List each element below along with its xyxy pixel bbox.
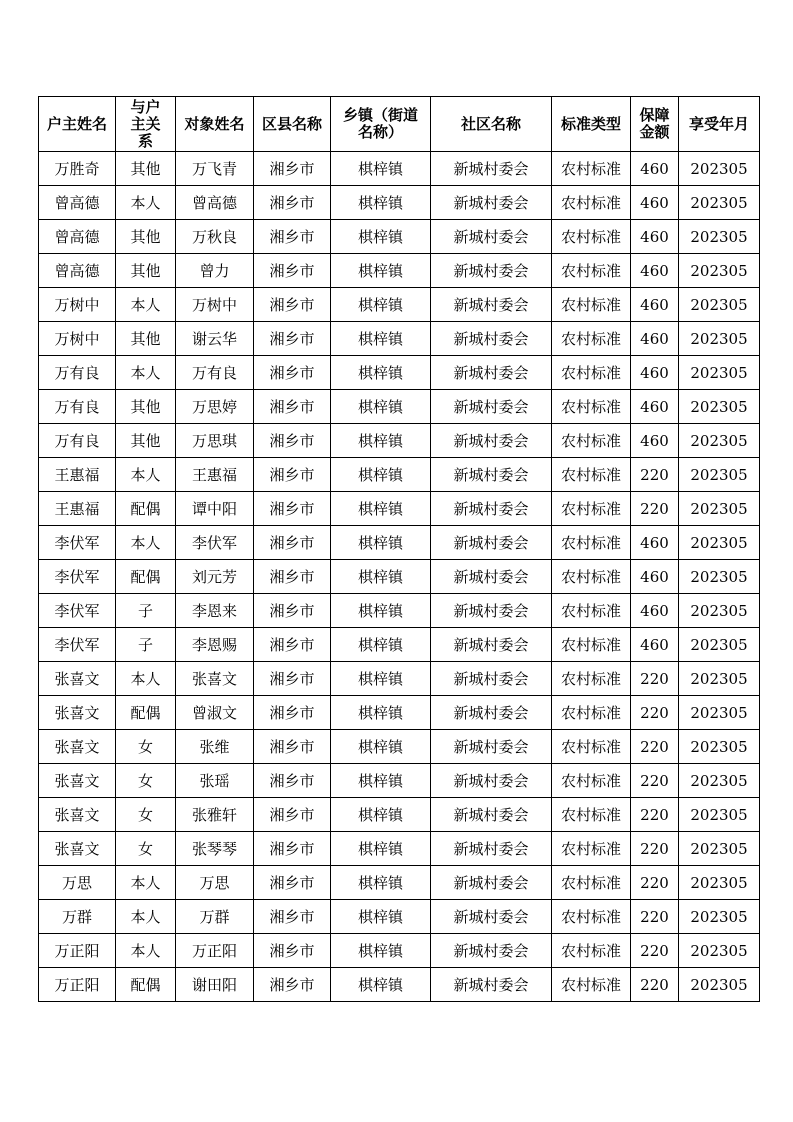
cell-township: 棋梓镇 [331,662,431,696]
table-row [39,288,760,322]
cell-township: 棋梓镇 [331,866,431,900]
cell-community: 新城村委会 [431,594,552,628]
cell-county: 湘乡市 [254,628,331,662]
cell-period: 202305 [679,764,760,798]
cell-relationship: 本人 [116,356,176,390]
cell-county: 湘乡市 [254,662,331,696]
header-community: 社区名称 [431,97,552,152]
cell-recipient-name: 万秋良 [176,220,254,254]
cell-community: 新城村委会 [431,628,552,662]
cell-community: 新城村委会 [431,492,552,526]
cell-standard-type: 农村标准 [552,730,631,764]
cell-county: 湘乡市 [254,594,331,628]
cell-community: 新城村委会 [431,662,552,696]
cell-township: 棋梓镇 [331,764,431,798]
cell-county: 湘乡市 [254,152,331,186]
cell-township: 棋梓镇 [331,526,431,560]
cell-community: 新城村委会 [431,390,552,424]
cell-relationship: 其他 [116,424,176,458]
table-row [39,356,760,390]
cell-standard-type: 农村标准 [552,696,631,730]
cell-township: 棋梓镇 [331,254,431,288]
cell-amount: 460 [631,424,679,458]
cell-household-head: 万思 [39,866,116,900]
cell-county: 湘乡市 [254,390,331,424]
cell-recipient-name: 曾淑文 [176,696,254,730]
header-relationship: 与户主关系 [116,97,176,152]
cell-recipient-name: 张喜文 [176,662,254,696]
header-row [39,97,760,152]
header-period: 享受年月 [679,97,760,152]
cell-community: 新城村委会 [431,254,552,288]
cell-recipient-name: 曾力 [176,254,254,288]
cell-relationship: 本人 [116,458,176,492]
cell-household-head: 万正阳 [39,934,116,968]
cell-county: 湘乡市 [254,356,331,390]
table-row [39,322,760,356]
cell-standard-type: 农村标准 [552,526,631,560]
cell-period: 202305 [679,322,760,356]
table-row [39,832,760,866]
table-row [39,424,760,458]
cell-period: 202305 [679,934,760,968]
cell-household-head: 李伏军 [39,560,116,594]
table-row [39,628,760,662]
cell-amount: 460 [631,628,679,662]
cell-community: 新城村委会 [431,526,552,560]
cell-recipient-name: 曾高德 [176,186,254,220]
cell-community: 新城村委会 [431,458,552,492]
cell-county: 湘乡市 [254,968,331,1002]
cell-amount: 220 [631,764,679,798]
cell-amount: 220 [631,900,679,934]
cell-county: 湘乡市 [254,186,331,220]
cell-recipient-name: 张维 [176,730,254,764]
cell-period: 202305 [679,560,760,594]
cell-period: 202305 [679,288,760,322]
cell-household-head: 李伏军 [39,594,116,628]
cell-township: 棋梓镇 [331,356,431,390]
cell-county: 湘乡市 [254,696,331,730]
cell-township: 棋梓镇 [331,152,431,186]
cell-recipient-name: 刘元芳 [176,560,254,594]
cell-relationship: 配偶 [116,968,176,1002]
cell-period: 202305 [679,662,760,696]
cell-township: 棋梓镇 [331,594,431,628]
cell-amount: 460 [631,526,679,560]
cell-relationship: 配偶 [116,560,176,594]
cell-standard-type: 农村标准 [552,798,631,832]
cell-amount: 460 [631,390,679,424]
table-row [39,900,760,934]
cell-recipient-name: 谢田阳 [176,968,254,1002]
cell-relationship: 本人 [116,288,176,322]
cell-household-head: 万有良 [39,424,116,458]
cell-township: 棋梓镇 [331,934,431,968]
header-standard-type: 标准类型 [552,97,631,152]
cell-recipient-name: 万思婷 [176,390,254,424]
cell-township: 棋梓镇 [331,186,431,220]
cell-period: 202305 [679,526,760,560]
cell-township: 棋梓镇 [331,220,431,254]
cell-amount: 220 [631,492,679,526]
cell-household-head: 万胜奇 [39,152,116,186]
cell-township: 棋梓镇 [331,696,431,730]
cell-county: 湘乡市 [254,866,331,900]
cell-period: 202305 [679,424,760,458]
cell-county: 湘乡市 [254,764,331,798]
cell-standard-type: 农村标准 [552,628,631,662]
cell-township: 棋梓镇 [331,730,431,764]
cell-relationship: 本人 [116,526,176,560]
cell-recipient-name: 万有良 [176,356,254,390]
cell-recipient-name: 李伏军 [176,526,254,560]
table-row [39,526,760,560]
cell-county: 湘乡市 [254,798,331,832]
cell-county: 湘乡市 [254,220,331,254]
cell-recipient-name: 万思 [176,866,254,900]
table-row [39,220,760,254]
table-row [39,764,760,798]
cell-township: 棋梓镇 [331,798,431,832]
cell-household-head: 李伏军 [39,526,116,560]
cell-county: 湘乡市 [254,322,331,356]
cell-household-head: 张喜文 [39,662,116,696]
cell-amount: 220 [631,662,679,696]
cell-household-head: 万有良 [39,390,116,424]
cell-recipient-name: 谢云华 [176,322,254,356]
cell-township: 棋梓镇 [331,458,431,492]
cell-county: 湘乡市 [254,900,331,934]
cell-community: 新城村委会 [431,560,552,594]
cell-period: 202305 [679,254,760,288]
cell-amount: 460 [631,254,679,288]
table-row [39,696,760,730]
cell-amount: 220 [631,696,679,730]
cell-period: 202305 [679,866,760,900]
table-row [39,730,760,764]
cell-recipient-name: 李恩赐 [176,628,254,662]
cell-relationship: 女 [116,832,176,866]
cell-community: 新城村委会 [431,424,552,458]
cell-county: 湘乡市 [254,934,331,968]
cell-household-head: 曾高德 [39,220,116,254]
cell-county: 湘乡市 [254,458,331,492]
cell-recipient-name: 王惠福 [176,458,254,492]
cell-community: 新城村委会 [431,322,552,356]
table-row [39,186,760,220]
cell-standard-type: 农村标准 [552,764,631,798]
cell-household-head: 张喜文 [39,696,116,730]
cell-household-head: 万正阳 [39,968,116,1002]
cell-county: 湘乡市 [254,424,331,458]
cell-recipient-name: 张雅轩 [176,798,254,832]
cell-household-head: 张喜文 [39,764,116,798]
cell-relationship: 其他 [116,390,176,424]
cell-amount: 220 [631,934,679,968]
cell-household-head: 张喜文 [39,730,116,764]
cell-period: 202305 [679,152,760,186]
cell-township: 棋梓镇 [331,322,431,356]
cell-relationship: 本人 [116,934,176,968]
cell-household-head: 王惠福 [39,492,116,526]
cell-community: 新城村委会 [431,764,552,798]
cell-recipient-name: 万思琪 [176,424,254,458]
cell-standard-type: 农村标准 [552,186,631,220]
table-row [39,254,760,288]
cell-relationship: 配偶 [116,696,176,730]
cell-amount: 460 [631,288,679,322]
table-row [39,458,760,492]
cell-standard-type: 农村标准 [552,662,631,696]
header-township: 乡镇（街道名称） [331,97,431,152]
cell-recipient-name: 万树中 [176,288,254,322]
cell-community: 新城村委会 [431,934,552,968]
cell-community: 新城村委会 [431,186,552,220]
cell-household-head: 万树中 [39,322,116,356]
cell-standard-type: 农村标准 [552,492,631,526]
cell-standard-type: 农村标准 [552,458,631,492]
cell-amount: 220 [631,798,679,832]
cell-period: 202305 [679,900,760,934]
cell-community: 新城村委会 [431,866,552,900]
cell-recipient-name: 谭中阳 [176,492,254,526]
cell-amount: 220 [631,968,679,1002]
cell-amount: 220 [631,730,679,764]
cell-household-head: 曾高德 [39,186,116,220]
cell-standard-type: 农村标准 [552,968,631,1002]
cell-township: 棋梓镇 [331,968,431,1002]
cell-household-head: 曾高德 [39,254,116,288]
cell-period: 202305 [679,186,760,220]
cell-standard-type: 农村标准 [552,220,631,254]
cell-township: 棋梓镇 [331,492,431,526]
table-header [39,97,760,152]
cell-recipient-name: 张琴琴 [176,832,254,866]
cell-relationship: 其他 [116,220,176,254]
cell-amount: 460 [631,220,679,254]
cell-relationship: 女 [116,730,176,764]
subsidy-table [38,96,760,1002]
cell-county: 湘乡市 [254,254,331,288]
cell-period: 202305 [679,458,760,492]
cell-standard-type: 农村标准 [552,594,631,628]
cell-period: 202305 [679,798,760,832]
table-row [39,594,760,628]
cell-household-head: 张喜文 [39,798,116,832]
cell-amount: 220 [631,866,679,900]
cell-household-head: 李伏军 [39,628,116,662]
cell-relationship: 本人 [116,900,176,934]
cell-relationship: 女 [116,798,176,832]
cell-period: 202305 [679,390,760,424]
table-row [39,492,760,526]
cell-township: 棋梓镇 [331,390,431,424]
cell-standard-type: 农村标准 [552,560,631,594]
cell-community: 新城村委会 [431,968,552,1002]
cell-township: 棋梓镇 [331,628,431,662]
cell-period: 202305 [679,968,760,1002]
cell-period: 202305 [679,492,760,526]
cell-period: 202305 [679,628,760,662]
cell-relationship: 子 [116,628,176,662]
cell-recipient-name: 李恩来 [176,594,254,628]
cell-township: 棋梓镇 [331,424,431,458]
cell-recipient-name: 张瑶 [176,764,254,798]
cell-relationship: 本人 [116,866,176,900]
cell-community: 新城村委会 [431,356,552,390]
cell-community: 新城村委会 [431,288,552,322]
cell-standard-type: 农村标准 [552,288,631,322]
cell-household-head: 王惠福 [39,458,116,492]
cell-county: 湘乡市 [254,288,331,322]
cell-county: 湘乡市 [254,492,331,526]
cell-period: 202305 [679,730,760,764]
cell-county: 湘乡市 [254,526,331,560]
cell-township: 棋梓镇 [331,288,431,322]
cell-period: 202305 [679,832,760,866]
cell-county: 湘乡市 [254,560,331,594]
table-row [39,152,760,186]
table-row [39,390,760,424]
cell-community: 新城村委会 [431,696,552,730]
cell-amount: 460 [631,356,679,390]
header-amount: 保障金额 [631,97,679,152]
cell-county: 湘乡市 [254,832,331,866]
cell-recipient-name: 万飞青 [176,152,254,186]
cell-community: 新城村委会 [431,152,552,186]
table-row [39,968,760,1002]
cell-relationship: 其他 [116,322,176,356]
table-row [39,662,760,696]
cell-standard-type: 农村标准 [552,152,631,186]
cell-standard-type: 农村标准 [552,934,631,968]
cell-relationship: 配偶 [116,492,176,526]
table-body [39,152,760,1002]
cell-standard-type: 农村标准 [552,832,631,866]
cell-period: 202305 [679,356,760,390]
cell-household-head: 万群 [39,900,116,934]
cell-amount: 460 [631,322,679,356]
cell-recipient-name: 万正阳 [176,934,254,968]
cell-community: 新城村委会 [431,220,552,254]
cell-amount: 460 [631,152,679,186]
cell-standard-type: 农村标准 [552,356,631,390]
table-row [39,560,760,594]
header-recipient-name: 对象姓名 [176,97,254,152]
header-county: 区县名称 [254,97,331,152]
table-row [39,934,760,968]
cell-community: 新城村委会 [431,730,552,764]
cell-standard-type: 农村标准 [552,866,631,900]
table-row [39,798,760,832]
cell-standard-type: 农村标准 [552,424,631,458]
cell-amount: 460 [631,594,679,628]
cell-amount: 220 [631,458,679,492]
cell-township: 棋梓镇 [331,832,431,866]
cell-community: 新城村委会 [431,832,552,866]
header-household-head: 户主姓名 [39,97,116,152]
cell-standard-type: 农村标准 [552,390,631,424]
cell-township: 棋梓镇 [331,560,431,594]
cell-community: 新城村委会 [431,900,552,934]
cell-standard-type: 农村标准 [552,254,631,288]
cell-period: 202305 [679,696,760,730]
cell-relationship: 其他 [116,152,176,186]
cell-household-head: 万有良 [39,356,116,390]
table-row [39,866,760,900]
cell-relationship: 子 [116,594,176,628]
cell-amount: 460 [631,186,679,220]
cell-standard-type: 农村标准 [552,900,631,934]
cell-county: 湘乡市 [254,730,331,764]
cell-amount: 460 [631,560,679,594]
cell-period: 202305 [679,594,760,628]
cell-community: 新城村委会 [431,798,552,832]
cell-township: 棋梓镇 [331,900,431,934]
cell-amount: 220 [631,832,679,866]
cell-period: 202305 [679,220,760,254]
cell-household-head: 万树中 [39,288,116,322]
cell-household-head: 张喜文 [39,832,116,866]
cell-standard-type: 农村标准 [552,322,631,356]
cell-relationship: 女 [116,764,176,798]
cell-recipient-name: 万群 [176,900,254,934]
cell-relationship: 本人 [116,186,176,220]
cell-relationship: 本人 [116,662,176,696]
cell-relationship: 其他 [116,254,176,288]
